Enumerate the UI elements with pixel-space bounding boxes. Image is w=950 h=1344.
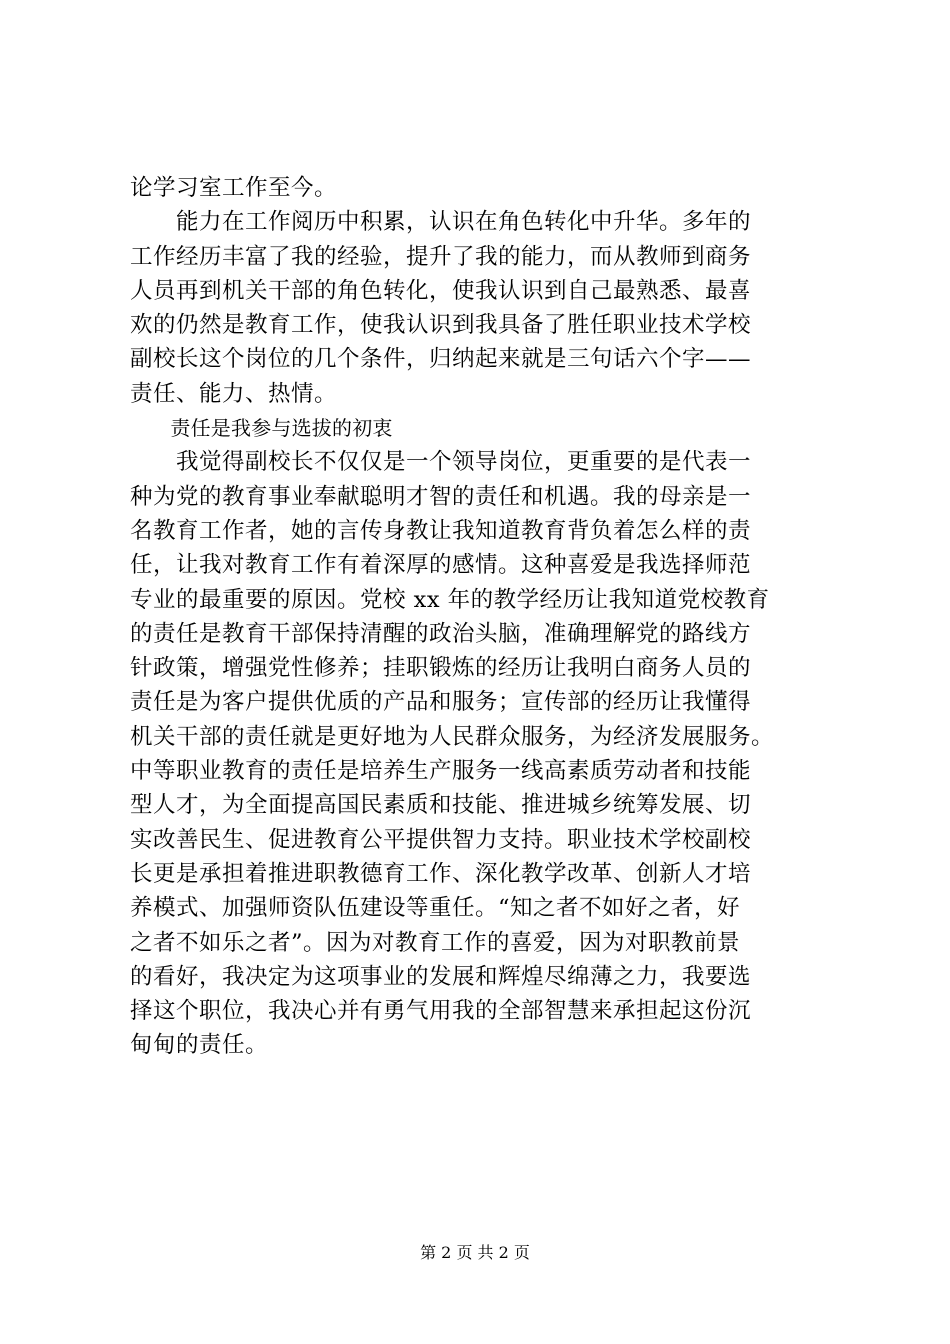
text-line: 型人才，为全面提高国民素质和技能、推进城乡统筹发展、切 [130, 792, 752, 819]
text-line: 责任是为客户提供优质的产品和服务；宣传部的经历让我懂得 [130, 689, 752, 716]
text-line: 之者不如乐之者”。因为对教育工作的喜爱，因为对职教前景 [130, 929, 741, 956]
text-line: 任，让我对教育工作有着深厚的感情。这种喜爱是我选择师范 [130, 552, 752, 579]
paragraph-start-line: 能力在工作阅历中积累，认识在角色转化中升华。多年的 [130, 209, 752, 236]
text-line: 择这个职位，我决心并有勇气用我的全部智慧来承担起这份沉 [130, 998, 752, 1025]
text-line: 甸甸的责任。 [130, 1032, 269, 1059]
text-line: 机关干部的责任就是更好地为人民群众服务，为经济发展服务。 [130, 723, 775, 750]
text-line: 的责任是教育干部保持清醒的政治头脑，准确理解党的路线方 [130, 620, 752, 647]
paragraph-start-line: 我觉得副校长不仅仅是一个领导岗位，更重要的是代表一 [130, 449, 752, 476]
text-line: 实改善民生、促进教育公平提供智力支持。职业技术学校副校 [130, 826, 752, 853]
text-line: 养模式、加强师资队伍建设等重任。“知之者不如好之者，好 [130, 895, 741, 922]
text-line: 的看好，我决定为这项事业的发展和辉煌尽绵薄之力，我要选 [130, 963, 752, 990]
section-heading: 责任是我参与选拔的初衷 [130, 416, 393, 441]
text-line: 中等职业教育的责任是培养生产服务一线高素质劳动者和技能 [130, 758, 752, 785]
text-line: 名教育工作者，她的言传身教让我知道教育背负着怎么样的责 [130, 517, 752, 544]
text-line: 专业的最重要的原因。党校 xx 年的教学经历让我知道党校教育 [130, 586, 770, 613]
text-line: 论学习室工作至今。 [130, 175, 338, 201]
page-number-footer: 第 2 页 共 2 页 [420, 1243, 530, 1262]
text-line: 副校长这个岗位的几个条件，归纳起来就是三句话六个字—— [130, 346, 752, 373]
text-line: 工作经历丰富了我的经验，提升了我的能力，而从教师到商务 [130, 243, 752, 270]
text-line: 长更是承担着推进职教德育工作、深化教学改革、创新人才培 [130, 860, 752, 887]
text-line: 人员再到机关干部的角色转化，使我认识到自己最熟悉、最喜 [130, 277, 752, 304]
text-line: 种为党的教育事业奉献聪明才智的责任和机遇。我的母亲是一 [130, 483, 752, 510]
text-line: 针政策，增强党性修养；挂职锻炼的经历让我明白商务人员的 [130, 655, 752, 682]
document-body [130, 171, 850, 1063]
text-line: 欢的仍然是教育工作，使我认识到我具备了胜任职业技术学校 [130, 312, 752, 339]
text-line: 责任、能力、热情。 [130, 380, 338, 407]
